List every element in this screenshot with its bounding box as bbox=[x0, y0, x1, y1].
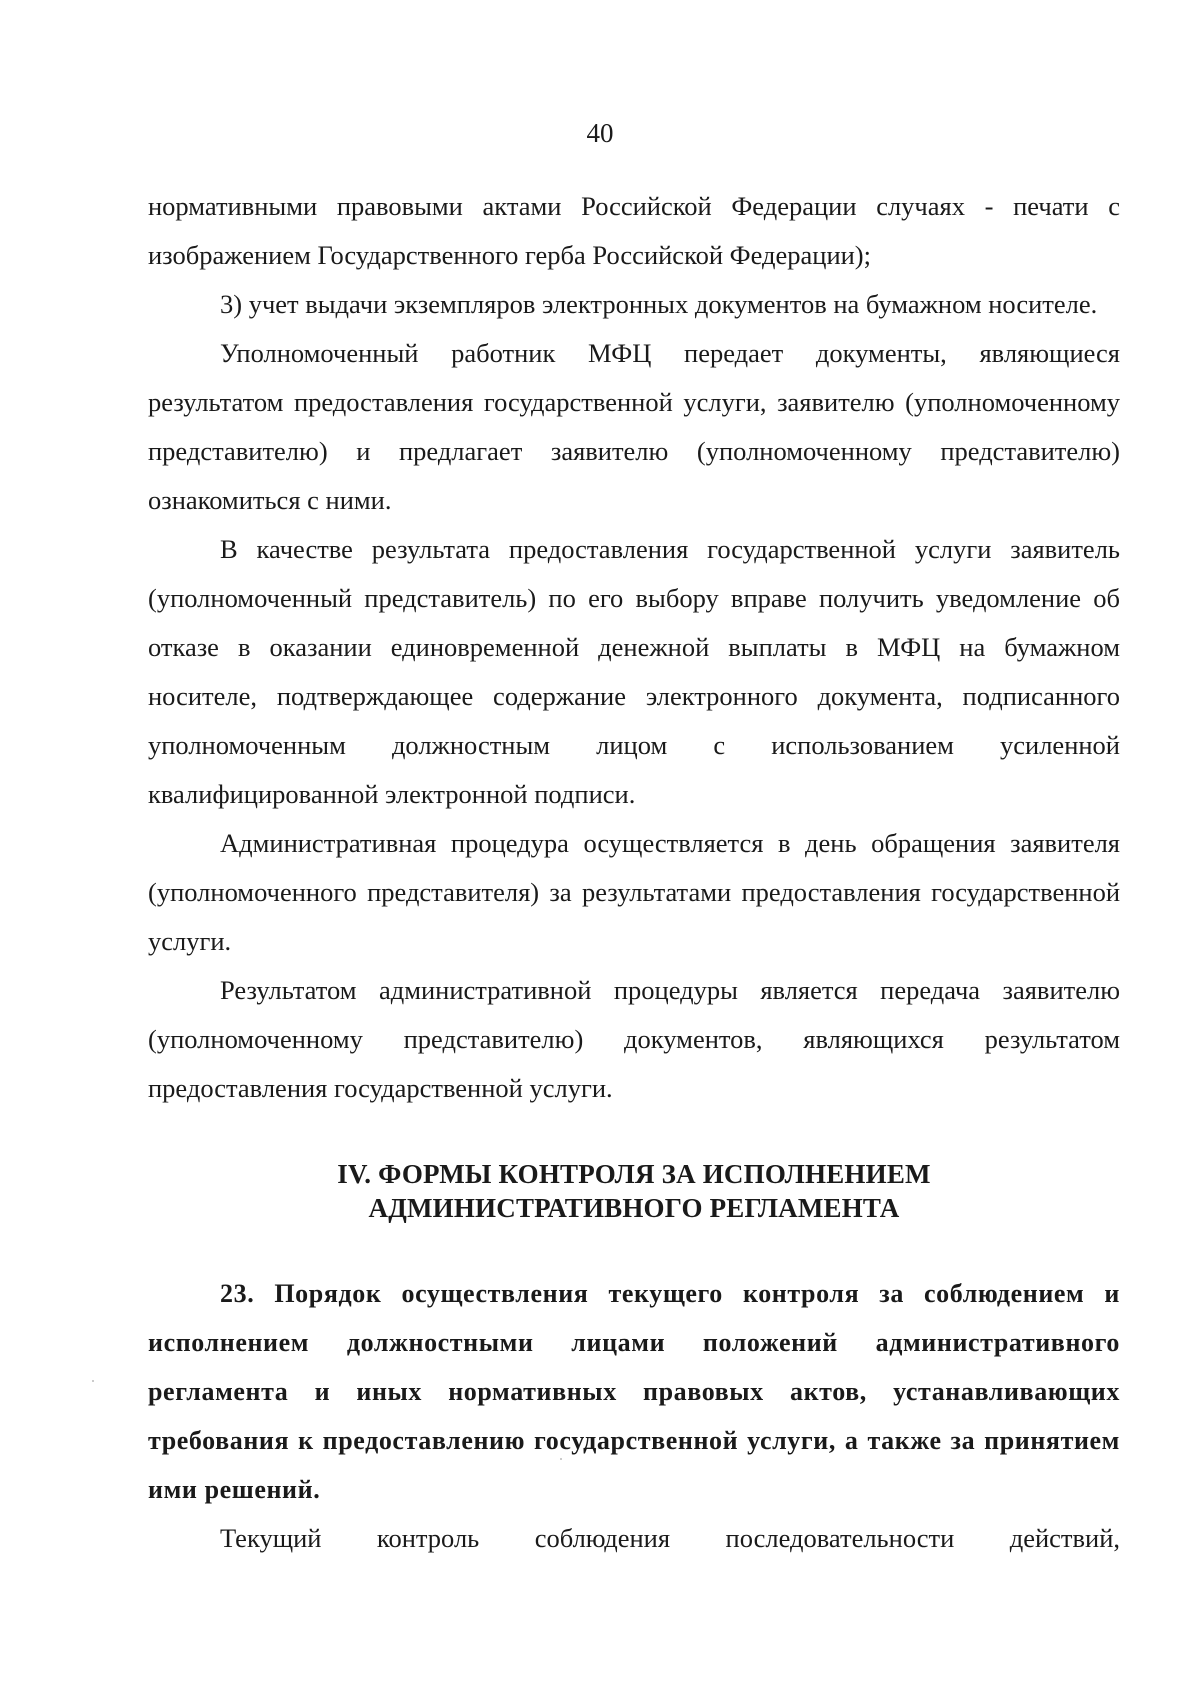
section-heading-line-1: IV. ФОРМЫ КОНТРОЛЯ ЗА ИСПОЛНЕНИЕМ bbox=[337, 1159, 931, 1189]
paragraph-result-notice: В качестве результата предоставления государственной услуги заявитель (уполномоченный представитель) по его выбору вправе получить уведомление об отказе в оказании единовременной денежной выплаты в МФЦ на бумажном носителе, подтверждающее содержание электронного документа, подписанного уполномоченным должностным лицом с использованием усиленной квалифицированной электронной подписи. bbox=[148, 534, 1120, 809]
subsection-heading: 23. Порядок осуществления текущего контроля за соблюдением и исполнением должностными лицами положений административного регламента и иных нормативных правовых актов, устанавливающих требования к предоставлению государственной услуги, а также за принятием ими решений. bbox=[148, 1279, 1120, 1504]
scan-speck bbox=[92, 1380, 94, 1382]
paragraph-procedure-result: Результатом административной процедуры является передача заявителю (уполномоченному представителю) документов, являющихся результатом предоставления государственной услуги. bbox=[148, 975, 1120, 1103]
page-number: 40 bbox=[586, 118, 614, 148]
page-content bbox=[148, 182, 1120, 1563]
paragraph-mfc-transfer: Уполномоченный работник МФЦ передает документы, являющиеся результатом предоставления государственной услуги, заявителю (уполномоченному представителю) и предлагает заявителю (уполномоченному представителю) ознакомиться с ними. bbox=[148, 338, 1120, 515]
paragraph-procedure-day: Административная процедура осуществляется в день обращения заявителя (уполномоченного представителя) за результатами предоставления государственной услуги. bbox=[148, 828, 1120, 956]
paragraph-item-3: 3) учет выдачи экземпляров электронных документов на бумажном носителе. bbox=[220, 289, 1098, 319]
section-heading-line-2: АДМИНИСТРАТИВНОГО РЕГЛАМЕНТА bbox=[368, 1193, 900, 1223]
scan-speck bbox=[560, 1458, 562, 1460]
paragraph-current-control: Текущий контроль соблюдения последовательности действий, bbox=[220, 1523, 1120, 1553]
paragraph-continuation: нормативными правовыми актами Российской Федерации случаях - печати с изображением Государственного герба Российской Федерации); bbox=[148, 191, 1120, 270]
section-heading bbox=[148, 1157, 1120, 1225]
